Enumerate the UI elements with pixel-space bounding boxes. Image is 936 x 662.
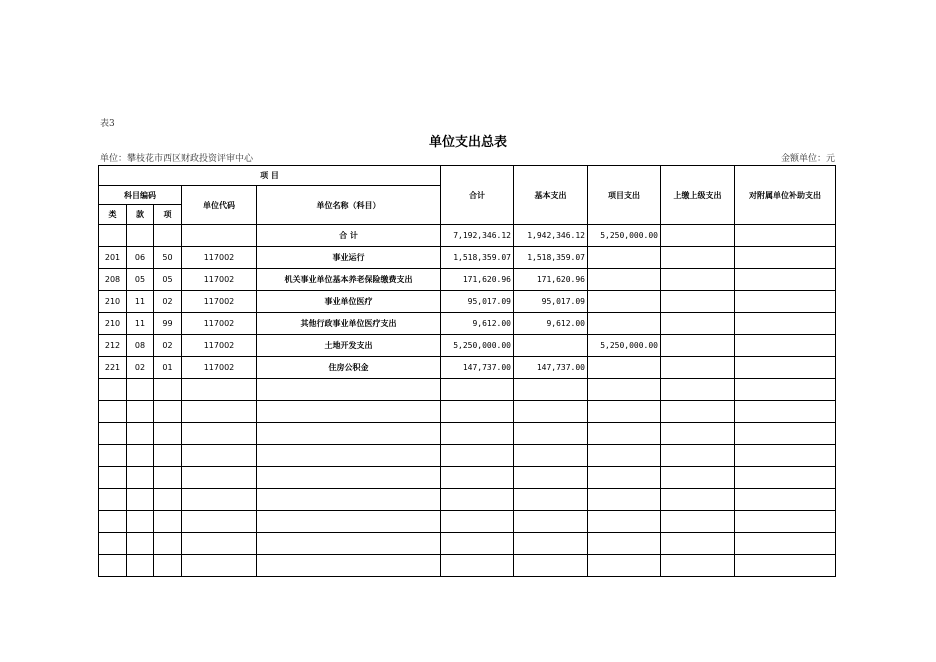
empty-row — [99, 467, 836, 489]
empty-cell — [257, 423, 441, 445]
unit-label: 单位：攀枝花市西区财政投资评审中心 — [100, 154, 254, 164]
empty-cell — [154, 511, 182, 533]
empty-row — [99, 445, 836, 467]
empty-cell — [257, 489, 441, 511]
empty-cell — [735, 401, 836, 423]
cell-total: 1,518,359.07 — [441, 247, 514, 269]
empty-cell — [99, 489, 127, 511]
empty-cell — [99, 511, 127, 533]
header-project: 项 目 — [99, 166, 441, 186]
empty-cell — [514, 467, 588, 489]
cell-lei: 201 — [99, 247, 127, 269]
cell-project-expenditure — [588, 247, 661, 269]
empty-cell — [127, 489, 154, 511]
empty-row — [99, 401, 836, 423]
empty-cell — [514, 511, 588, 533]
cell-basic: 9,612.00 — [514, 313, 588, 335]
empty-row — [99, 423, 836, 445]
empty-cell — [257, 511, 441, 533]
cell-subsidy — [735, 357, 836, 379]
empty-cell — [182, 467, 257, 489]
cell-unit-code: 117002 — [182, 269, 257, 291]
cell-lei: 210 — [99, 291, 127, 313]
empty-cell — [99, 401, 127, 423]
cell-lei: 210 — [99, 313, 127, 335]
empty-cell — [154, 379, 182, 401]
empty-cell — [441, 467, 514, 489]
cell-xiang: 02 — [154, 335, 182, 357]
cell-unit-code: 117002 — [182, 291, 257, 313]
empty-cell — [182, 379, 257, 401]
empty-cell — [154, 533, 182, 555]
page-title: 单位支出总表 — [428, 135, 507, 150]
empty-cell — [441, 423, 514, 445]
empty-cell — [257, 533, 441, 555]
cell-xiang: 50 — [154, 247, 182, 269]
cell-unit-code: 117002 — [182, 247, 257, 269]
empty-cell — [588, 445, 661, 467]
total-row — [99, 225, 836, 247]
empty-cell — [661, 445, 735, 467]
cell-kuan: 02 — [127, 357, 154, 379]
empty-cell — [182, 423, 257, 445]
empty-row — [99, 489, 836, 511]
header-subsidy: 对附属单位补助支出 — [735, 166, 836, 225]
empty-cell — [588, 489, 661, 511]
cell-kuan: 08 — [127, 335, 154, 357]
empty-cell — [588, 467, 661, 489]
empty-cell — [661, 379, 735, 401]
header-project-expenditure: 项目支出 — [588, 166, 661, 225]
empty-cell — [441, 445, 514, 467]
empty-cell — [154, 555, 182, 577]
empty-cell — [127, 445, 154, 467]
empty-cell — [127, 379, 154, 401]
empty-cell — [735, 533, 836, 555]
header-unit-code: 单位代码 — [182, 186, 257, 225]
cell-upper-payment — [661, 269, 735, 291]
cell-total: 147,737.00 — [441, 357, 514, 379]
empty-cell — [735, 489, 836, 511]
header-kuan: 款 — [127, 205, 154, 225]
empty-cell — [514, 401, 588, 423]
header-lei: 类 — [99, 205, 127, 225]
empty-row — [99, 533, 836, 555]
empty-cell — [182, 511, 257, 533]
cell-unit-code: 117002 — [182, 313, 257, 335]
empty-cell — [99, 533, 127, 555]
empty-cell — [182, 533, 257, 555]
empty-cell — [99, 445, 127, 467]
empty-cell — [257, 467, 441, 489]
empty-cell — [588, 379, 661, 401]
empty-cell — [735, 423, 836, 445]
cell-unit-code: 117002 — [182, 335, 257, 357]
expenditure-table — [98, 165, 836, 577]
cell-kuan: 11 — [127, 313, 154, 335]
empty-cell — [257, 401, 441, 423]
empty-cell — [441, 511, 514, 533]
empty-cell — [588, 511, 661, 533]
empty-cell — [661, 467, 735, 489]
cell-kuan: 06 — [127, 247, 154, 269]
cell-upper-payment — [661, 291, 735, 313]
cell-total: 95,017.09 — [441, 291, 514, 313]
cell-total: 5,250,000.00 — [441, 335, 514, 357]
cell-xiang: 05 — [154, 269, 182, 291]
cell-xiang: 01 — [154, 357, 182, 379]
empty-cell — [661, 511, 735, 533]
table-row — [99, 291, 836, 313]
header-xiang: 项 — [154, 205, 182, 225]
cell-project-expenditure — [588, 313, 661, 335]
cell-basic: 1,518,359.07 — [514, 247, 588, 269]
empty-cell — [257, 379, 441, 401]
empty-cell — [154, 489, 182, 511]
empty-cell — [154, 467, 182, 489]
empty-cell — [182, 445, 257, 467]
empty-cell — [127, 511, 154, 533]
cell-subsidy — [735, 313, 836, 335]
header-unit-name: 单位名称（科目） — [257, 186, 441, 225]
cell-unit-name: 住房公积金 — [257, 357, 441, 379]
empty-cell — [99, 379, 127, 401]
empty-cell — [514, 445, 588, 467]
header-total: 合计 — [441, 166, 514, 225]
empty-cell — [257, 445, 441, 467]
table-row — [99, 357, 836, 379]
empty-cell — [661, 423, 735, 445]
cell-basic: 171,620.96 — [514, 269, 588, 291]
empty-cell — [127, 467, 154, 489]
cell-basic: 147,737.00 — [514, 357, 588, 379]
empty-cell — [441, 533, 514, 555]
empty-cell — [99, 423, 127, 445]
total-project-expenditure: 5,250,000.00 — [588, 225, 661, 247]
empty-cell — [99, 555, 127, 577]
empty-cell — [588, 423, 661, 445]
empty-cell — [514, 379, 588, 401]
amount-unit-label: 金额单位：元 — [780, 154, 835, 164]
table-row — [99, 335, 836, 357]
empty-cell — [127, 401, 154, 423]
empty-cell — [735, 379, 836, 401]
cell-unit-name: 事业运行 — [257, 247, 441, 269]
table-row — [99, 247, 836, 269]
cell-lei: 221 — [99, 357, 127, 379]
empty-cell — [735, 511, 836, 533]
cell-subsidy — [735, 269, 836, 291]
cell-kuan: 11 — [127, 291, 154, 313]
empty-cell — [99, 467, 127, 489]
cell-subsidy — [735, 291, 836, 313]
cell-unit-code: 117002 — [182, 357, 257, 379]
empty-cell — [441, 489, 514, 511]
table-row — [99, 313, 836, 335]
cell-unit-name: 土地开发支出 — [257, 335, 441, 357]
empty-cell — [588, 555, 661, 577]
empty-cell — [661, 533, 735, 555]
total-label: 合 计 — [257, 225, 441, 247]
cell-kuan: 05 — [127, 269, 154, 291]
empty-cell — [182, 401, 257, 423]
empty-cell — [127, 423, 154, 445]
empty-cell — [154, 401, 182, 423]
empty-cell — [661, 555, 735, 577]
cell-basic: 95,017.09 — [514, 291, 588, 313]
cell-upper-payment — [661, 313, 735, 335]
empty-cell — [735, 555, 836, 577]
cell-upper-payment — [661, 357, 735, 379]
empty-cell — [735, 467, 836, 489]
cell-lei: 212 — [99, 335, 127, 357]
empty-cell — [514, 489, 588, 511]
cell-subsidy — [735, 335, 836, 357]
empty-row — [99, 555, 836, 577]
cell-upper-payment — [661, 335, 735, 357]
cell-subsidy — [735, 247, 836, 269]
cell-total: 9,612.00 — [441, 313, 514, 335]
cell-lei: 208 — [99, 269, 127, 291]
cell-total: 171,620.96 — [441, 269, 514, 291]
empty-row — [99, 511, 836, 533]
cell-upper-payment — [661, 247, 735, 269]
cell-xiang: 99 — [154, 313, 182, 335]
cell-project-expenditure — [588, 269, 661, 291]
empty-cell — [441, 555, 514, 577]
cell-project-expenditure — [588, 357, 661, 379]
header-basic: 基本支出 — [514, 166, 588, 225]
cell-project-expenditure — [588, 291, 661, 313]
empty-cell — [182, 489, 257, 511]
empty-cell — [441, 379, 514, 401]
cell-unit-name: 机关事业单位基本养老保险缴费支出 — [257, 269, 441, 291]
cell-basic — [514, 335, 588, 357]
empty-cell — [127, 555, 154, 577]
empty-cell — [514, 533, 588, 555]
empty-cell — [661, 489, 735, 511]
total-basic: 1,942,346.12 — [514, 225, 588, 247]
empty-cell — [588, 401, 661, 423]
empty-cell — [735, 445, 836, 467]
empty-cell — [182, 555, 257, 577]
empty-cell — [127, 533, 154, 555]
total-amount: 7,192,346.12 — [441, 225, 514, 247]
empty-cell — [661, 401, 735, 423]
empty-cell — [588, 533, 661, 555]
empty-cell — [257, 555, 441, 577]
cell-unit-name: 其他行政事业单位医疗支出 — [257, 313, 441, 335]
empty-cell — [514, 555, 588, 577]
header-subject-code: 科目编码 — [99, 186, 182, 205]
empty-cell — [154, 445, 182, 467]
header-upper-payment: 上缴上级支出 — [661, 166, 735, 225]
empty-row — [99, 379, 836, 401]
cell-xiang: 02 — [154, 291, 182, 313]
cell-unit-name: 事业单位医疗 — [257, 291, 441, 313]
table-number: 表3 — [100, 119, 115, 129]
empty-cell — [441, 401, 514, 423]
empty-cell — [514, 423, 588, 445]
cell-project-expenditure: 5,250,000.00 — [588, 335, 661, 357]
table-row — [99, 269, 836, 291]
empty-cell — [154, 423, 182, 445]
